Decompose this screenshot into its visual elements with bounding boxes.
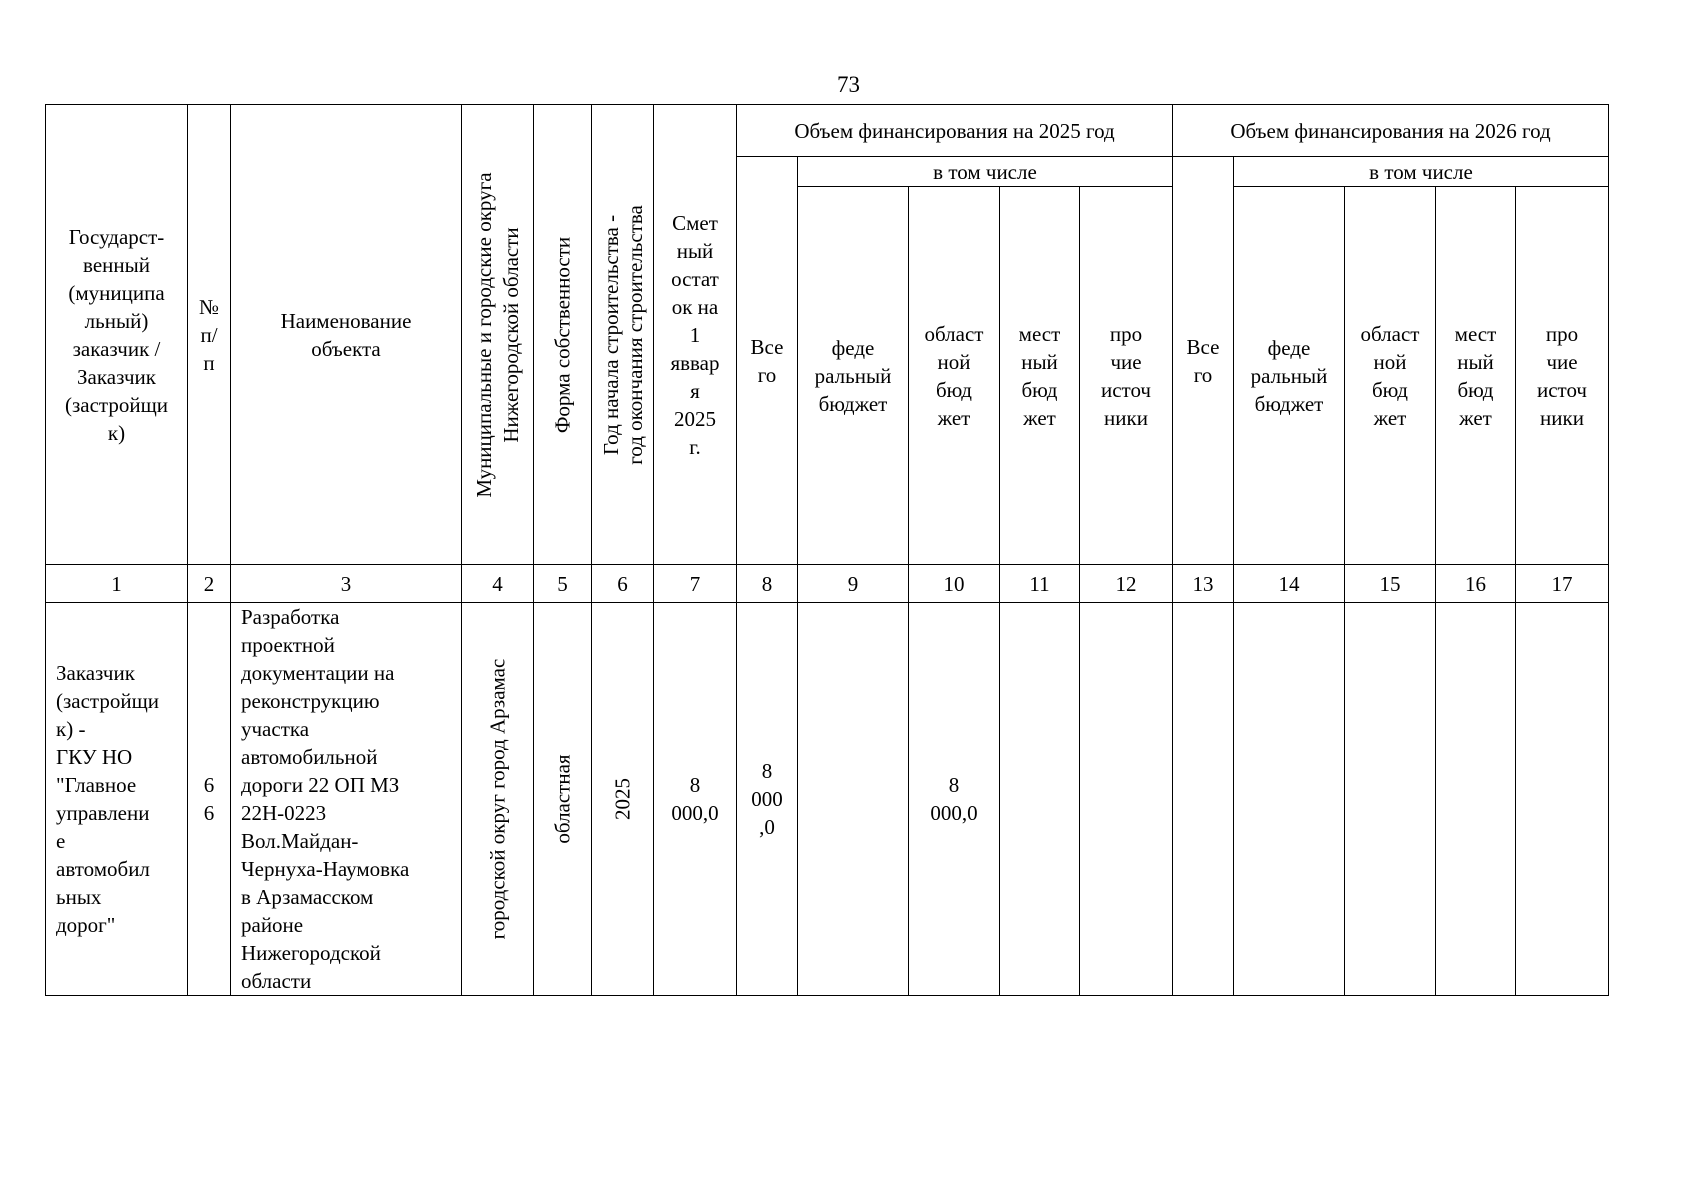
column-number: 7 xyxy=(654,565,737,603)
column-number: 15 xyxy=(1345,565,1436,603)
column-number-row xyxy=(46,565,1609,603)
col-header-years-text: Год начала строительства - год окончания строительства xyxy=(598,204,647,465)
column-number: 10 xyxy=(909,565,1000,603)
col-header-years xyxy=(592,105,654,565)
column-number: 9 xyxy=(798,565,909,603)
col-header-ownership-text: Форма собственности xyxy=(550,236,574,433)
cell-years xyxy=(592,603,654,996)
col-header-local-2026: мест ный бюд жет xyxy=(1436,187,1516,565)
group-header-2025: Объем финансирования на 2025 год xyxy=(737,105,1173,157)
cell-other-2025 xyxy=(1080,603,1173,996)
cell-number: 6 6 xyxy=(188,603,231,996)
col-header-regional-2025: област ной бюд жет xyxy=(909,187,1000,565)
including-header-2025: в том числе xyxy=(798,157,1173,187)
cell-municipality-text: городской округ город Арзамас xyxy=(485,658,509,940)
column-number: 4 xyxy=(462,565,534,603)
col-header-total-2025: Все го xyxy=(737,157,798,565)
col-header-number: № п/ п xyxy=(188,105,231,565)
col-header-local-2025: мест ный бюд жет xyxy=(1000,187,1080,565)
col-header-other-2026: про чие источ ники xyxy=(1516,187,1609,565)
cell-municipality xyxy=(462,603,534,996)
col-header-object-name: Наименование объекта xyxy=(231,105,462,565)
cell-customer: Заказчик (застройщи к) - ГКУ НО "Главное управлени е автомобил ьных дорог" xyxy=(46,603,188,996)
column-number: 2 xyxy=(188,565,231,603)
cell-local-2026 xyxy=(1436,603,1516,996)
table-row xyxy=(46,603,1609,996)
col-header-federal-2026: феде ральный бюджет xyxy=(1234,187,1345,565)
cell-total-2025: 8 000 ,0 xyxy=(737,603,798,996)
cell-total-2026 xyxy=(1173,603,1234,996)
col-header-federal-2025: феде ральный бюджет xyxy=(798,187,909,565)
header-row-groups xyxy=(46,105,1609,157)
column-number: 14 xyxy=(1234,565,1345,603)
group-header-2026: Объем финансирования на 2026 год xyxy=(1173,105,1609,157)
cell-ownership xyxy=(534,603,592,996)
cell-local-2025 xyxy=(1000,603,1080,996)
column-number: 17 xyxy=(1516,565,1609,603)
column-number: 12 xyxy=(1080,565,1173,603)
column-number: 13 xyxy=(1173,565,1234,603)
col-header-ownership xyxy=(534,105,592,565)
column-number: 11 xyxy=(1000,565,1080,603)
cell-estimated-balance: 8 000,0 xyxy=(654,603,737,996)
cell-years-text: 2025 xyxy=(610,778,634,820)
col-header-municipality-text: Муниципальные и городские округа Нижегородской области xyxy=(471,171,523,498)
col-header-municipality xyxy=(462,105,534,565)
col-header-total-2026: Все го xyxy=(1173,157,1234,565)
column-number: 6 xyxy=(592,565,654,603)
cell-ownership-text: областная xyxy=(550,754,574,844)
cell-other-2026 xyxy=(1516,603,1609,996)
cell-federal-2025 xyxy=(798,603,909,996)
column-number: 5 xyxy=(534,565,592,603)
cell-regional-2025: 8 000,0 xyxy=(909,603,1000,996)
column-number: 8 xyxy=(737,565,798,603)
col-header-customer: Государст- венный (муниципа льный) заказчик / Заказчик (застройщи к) xyxy=(46,105,188,565)
cell-federal-2026 xyxy=(1234,603,1345,996)
column-number: 16 xyxy=(1436,565,1516,603)
investment-table xyxy=(45,104,1609,996)
cell-object-name: Разработка проектной документации на реконструкцию участка автомобильной дороги 22 ОП МЗ 22Н-0223 Вол.Майдан- Чернуха-Наумовка в Арзамасском районе Нижегородской области xyxy=(231,603,462,996)
cell-regional-2026 xyxy=(1345,603,1436,996)
col-header-estimated-balance: Смет ный остат ок на 1 яввар я 2025 г. xyxy=(654,105,737,565)
page-number: 73 xyxy=(837,72,860,97)
column-number: 1 xyxy=(46,565,188,603)
including-header-2026: в том числе xyxy=(1234,157,1609,187)
column-number: 3 xyxy=(231,565,462,603)
col-header-other-2025: про чие источ ники xyxy=(1080,187,1173,565)
col-header-regional-2026: област ной бюд жет xyxy=(1345,187,1436,565)
